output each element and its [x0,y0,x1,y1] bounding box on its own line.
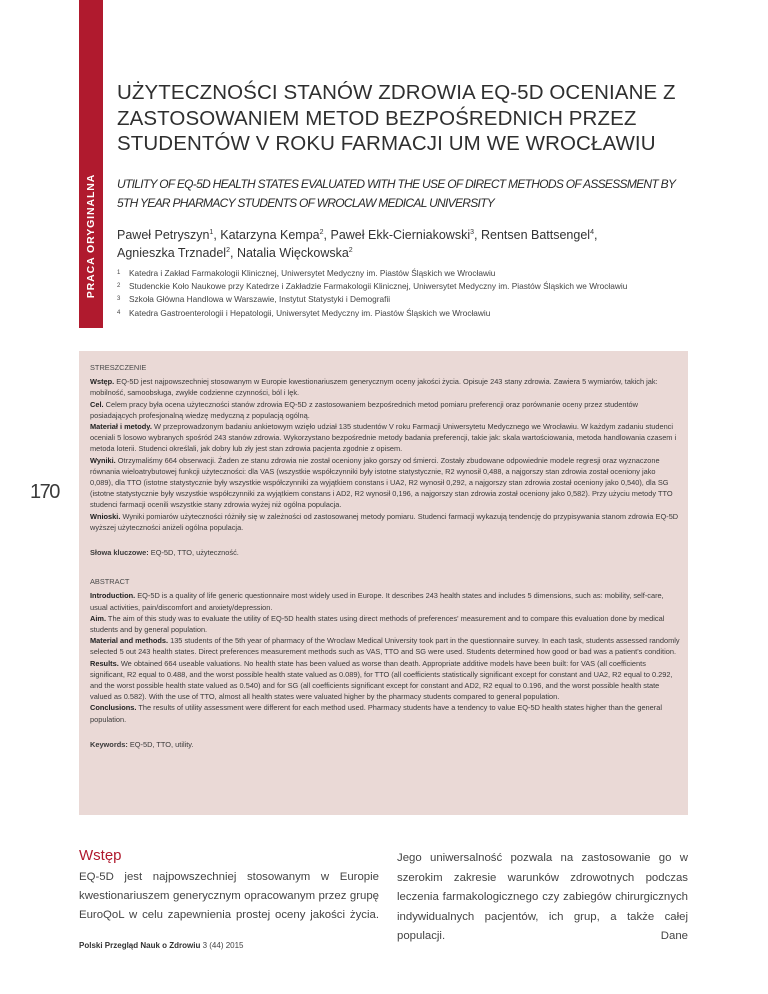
author-affiliation-mark: 3 [470,229,475,236]
abstract-content [90,362,680,750]
abstract-paragraph-text: Otrzymaliśmy 664 obserwacji. Żaden ze stanu zdrowia nie został oceniony jako gorszy od śmierci. Zostały zbudowane odpowiednie modele regresji oraz wyznaczone równania wieloatrybutowej funkcji użyteczności: dla VAS (wszystkie współczynniki były istotne statystycznie, R2 wynosił 0,488, a najgorszy stan zdrowia został oceniony jako 0,089), dla TTO (istotne statystycznie były wszystkie współczynniki za wyjątkiem constans i UA2, R2 wynosił 0,292, a najgorszy stan zdrowia został oceniony jako 0,540), dla SG (istotne statystycznie były wszystkie współczynniki za wyjątkiem constans i AD2, R2 wynosił 0,196, a najgorszy stan zdrowia został oceniony jako 0,582). Przy użyciu metody TTO studenci farmacji ocenili wszystkie stany zdrowia wyżej niż ogólna populacja. [90,455,673,510]
affiliation-item [117,307,737,320]
abstract-paragraph-text: EQ-5D is a quality of life generic questionnaire most widely used in Europe. It describes 243 health states and includes 5 dimensions, such as: mobility, self-care, usual activities, pain/discomfort and anxiety/depression. [90,591,664,612]
affiliation-mark: 2 [117,283,121,290]
abstract-paragraph-label: Results. [90,658,119,668]
abstract-paragraph-text: The results of utility assessment were different for each method used. Pharmacy students have a tendency to value EQ-5D health states higher than the general population. [90,703,662,724]
author-affiliation-mark: 2 [319,229,324,236]
abstract-paragraph-text: The aim of this study was to evaluate the utility of EQ-5D health states using direct methods of preferences' measurement and to compare this evaluation done by medical students and by general population. [90,613,665,635]
abstract-paragraph [90,511,680,533]
abstract-paragraph-label: Conclusions. [90,703,137,713]
abstract-heading-pl: STRESZCZENIE [90,363,147,372]
author-affiliation-mark: 2 [226,247,230,255]
abstract-paragraph [90,376,680,398]
affiliation-mark: 1 [117,270,121,276]
journal-footer [79,941,244,950]
body-text-right-column: Jego uniwersalność pozwala na zastosowanie go w szerokim zakresie warunków zdrowotnych podczas leczenia farmakologicznego czy zabiegów chirurgicznych indywidualnych pacjentów, ich grup, a także całej populacji. Dane [397,852,688,942]
abstract-paragraph-text: 135 students of the 5th year of pharmacy of the Wroclaw Medical University took part in the questionnaire survey. In each task, students assessed randomly selected 5 out 243 health states. Direct preferences measurement methods such as VAS, TTO and SG were used. Students determined how good or bad was a patient's condition. [90,636,680,657]
author-affiliation-mark: 1 [209,229,214,236]
affiliation-item [117,293,737,306]
abstract-paragraph-label: Materiał i metody. [90,422,152,432]
abstract-paragraph [90,702,680,724]
body-text-left-column: EQ-5D jest najpowszechniej stosowanym w Europie kwestionariuszem generycznym opracowanym przez grupę EuroQoL w celu zapewnienia prostej oceny jakości życia. [79,871,379,921]
section-heading: Wstęp [79,847,122,864]
affiliation-text: Studenckie Koło Naukowe przy Katedrze i Zakładzie Farmakologii Klinicznej, Uniwersytet Medyczny im. Piastów Śląskich we Wrocławiu [129,281,628,292]
abstract-paragraph-label: Wyniki. [90,455,116,465]
affiliation-item [117,280,737,293]
author-name: Natalia Więckowska [236,246,349,261]
affiliation-list [117,267,737,320]
abstract-paragraph [90,399,680,421]
keywords-pl-label: Słowa kluczowe: [90,548,149,558]
keywords-en-label: Keywords: [90,739,128,749]
author-name: Paweł Petryszyn [117,228,210,243]
affiliation-mark: 4 [117,309,121,316]
abstract-paragraph [90,421,680,455]
author-list: Paweł Petryszyn$^1$, Katarzyna Kempa$^2$, Paweł Ekk-Cierniakowski$^3$, Rentsen Battsengel$^4$, Agnieszka Trznadel$^2$, Natalia Więckowska$^2$ [117,228,598,261]
abstract-paragraph [90,658,680,703]
author-name: Rentsen Battsengel [480,228,591,243]
abstract-paragraph-label: Wnioski. [90,511,121,521]
article-type-label [79,0,103,328]
abstract-paragraph [90,590,680,612]
abstract-en-body [90,590,680,724]
abstract-paragraph-label: Aim. [90,613,107,623]
abstract-paragraph-label: Cel. [90,399,104,409]
affiliation-item [117,267,737,280]
author-name: Katarzyna Kempa [220,228,320,243]
affiliation-text: Szkoła Główna Handlowa w Warszawie, Instytut Statystyki i Demografii [129,294,391,305]
article-type-text: PRACA ORYGINALNA [85,173,97,299]
affiliation-text: Katedra i Zakład Farmakologii Klinicznej, Uniwersytet Medyczny im. Piastów Śląskich we Wrocławiu [129,268,496,278]
abstract-paragraph-text: W przeprowadzonym badaniu ankietowym wzięło udział 135 studentów V roku Farmacji Uniwersytetu Medycznego we Wrocławiu. W każdym zadaniu studenci oceniali 5 losowo wybranych spośród 243 stanów zdrowia. Wykorzystano bezpośrednie metody badania preferencji, takie jak: skala wartościowania, metoda handlowania czasem i metoda loterii. Studenci określali, jak dobry lub zły jest stan zdrowia pacjenta zgodnie z opisem. [90,422,677,454]
article-title: UŻYTECZNOŚCI STANÓW ZDROWIA EQ-5D OCENIANE Z ZASTOSOWANIEM METOD BEZPOŚREDNICH PRZEZ STUDENTÓW V ROKU FARMACJI UM WE WROCŁAWIU [117,81,676,155]
journal-name: Polski Przegląd Nauk o Zdrowiu [79,941,201,950]
keywords-en-values: EQ-5D, TTO, utility. [127,739,194,749]
abstract-paragraph-text: EQ-5D jest najpowszechniej stosowanym w Europie kwestionariuszem generycznym oceny jakości życia. Opisuje 243 stany zdrowia. Zawiera 5 wymiarów, takich jak: mobilność, samoobsługa, zwykłe codzienne czynności, ból i lęk. [90,377,658,398]
page-number: 170 [30,481,59,503]
author-affiliation-mark: 4 [590,229,594,236]
journal-issue: 3 (44) 2015 [200,941,244,950]
abstract-paragraph-label: Material and methods. [90,636,169,646]
abstract-paragraph-label: Introduction. [90,591,136,601]
abstract-paragraph [90,455,680,511]
abstract-paragraph-label: Wstęp. [90,377,115,387]
abstract-paragraph-text: Wyniki pomiarów użyteczności różniły się w zależności od zastosowanej metody pomiaru. Studenci farmacji wykazują tendencję do przypisywania stanom zdrowia EQ-5D wyższej użyteczności aniżeli ogólna populacja. [90,511,679,532]
abstract-heading-en: ABSTRACT [90,577,130,587]
author-name: Agnieszka Trznadel [117,246,227,261]
author-affiliation-mark: 2 [348,247,353,255]
abstract-paragraph-text: We obtained 664 useable valuations. No health state has been valued as worse than death. Appropriate additive models have been built: for VAS (all coefficients significant, R2 equal to 0.488, and the worst possible health state valued as 0.089), for TTO (all coefficients statistically significant except for constant and UA2, R2 equal to 0.292, and the worst possible health state valued as 0.540) and for SG (all coefficients significant except for constant and AD2, R2 equal to 0.196, and the worst possible health state valued as 0.582). With the use of TTO, almost all health states were valuated higher by the pharmacy students compared to general population. [90,658,673,702]
article-title-english: UTILITY OF EQ-5D HEALTH STATES EVALUATED WITH THE USE OF DIRECT METHODS OF ASSESSMENT BY 5TH YEAR PHARMACY STUDENTS OF WROCLAW MEDICAL UNIVERSITY [117,177,676,210]
keywords-en [90,739,680,750]
keywords-pl [90,547,680,558]
abstract-paragraph [90,635,680,657]
keywords-pl-values: EQ-5D, TTO, użyteczność. [148,548,239,558]
abstract-paragraph [90,613,680,635]
abstract-paragraph-text: Celem pracy była ocena użyteczności stanów zdrowia EQ-5D z zastosowaniem bezpośrednich metod pomiaru preferencji oraz porównanie oceny przez studentów posiadających profesjonalną wiedzę medyczną z populacją ogólną. [90,399,639,420]
affiliation-text: Katedra Gastroenterologii i Hepatologii, Uniwersytet Medyczny im. Piastów Śląskich we Wrocławiu [129,307,491,318]
affiliation-mark: 3 [117,296,121,303]
abstract-pl-body [90,376,680,533]
author-name: Paweł Ekk-Cierniakowski [330,228,471,243]
